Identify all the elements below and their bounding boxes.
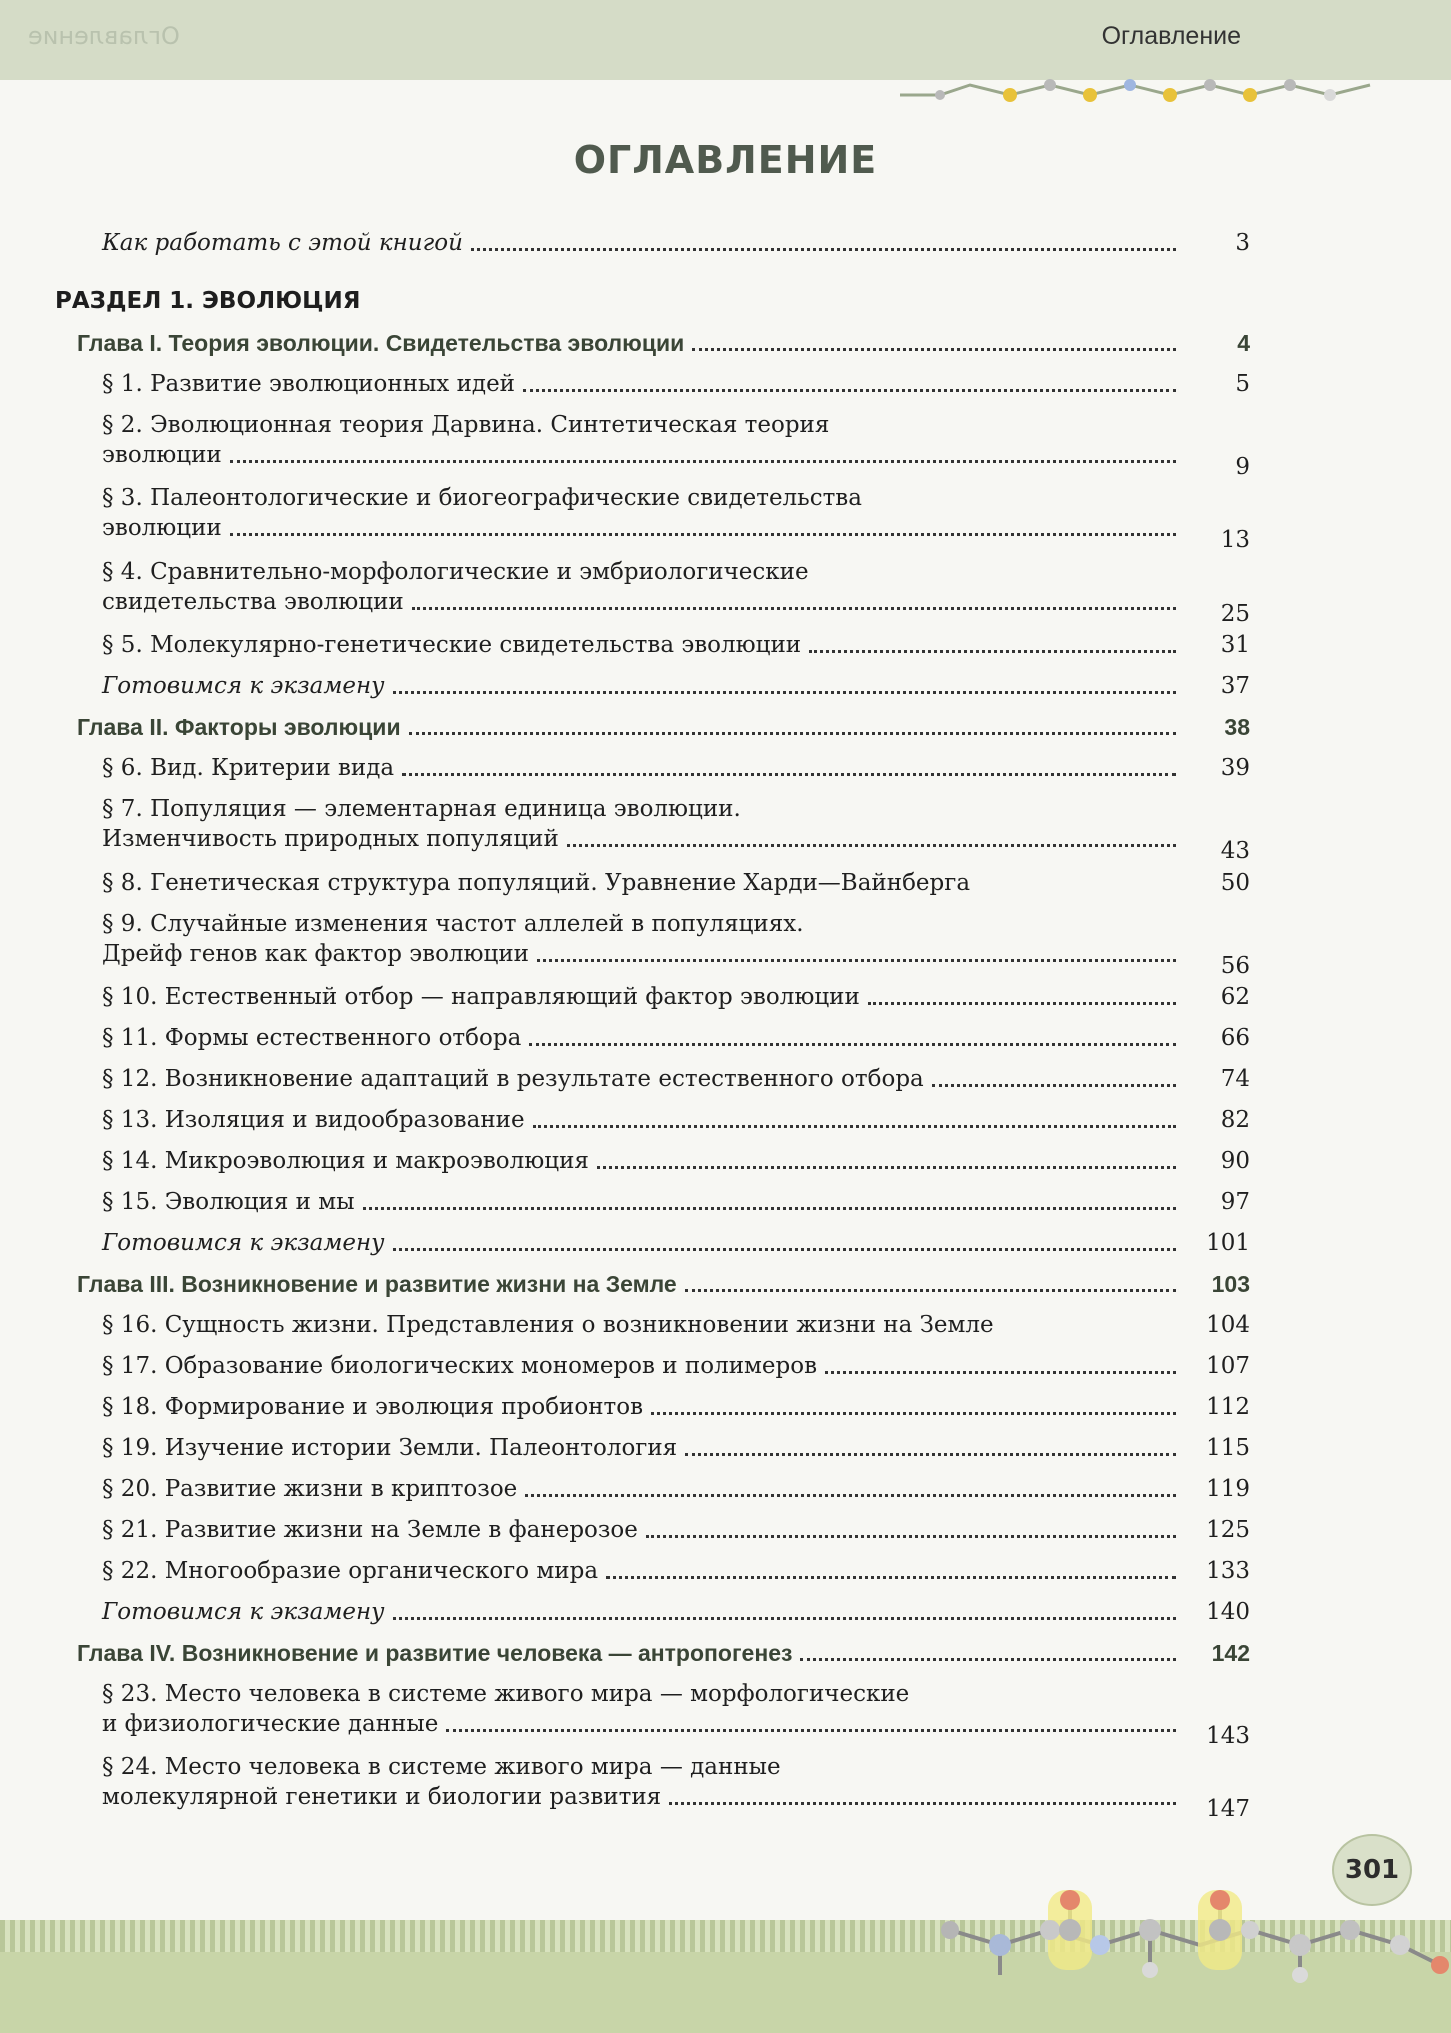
toc-entry-page: 125 xyxy=(1206,1517,1250,1543)
toc-entry-p24 xyxy=(55,1752,1250,1824)
toc-entry-p2 xyxy=(55,410,1250,482)
page-number-badge: 301 xyxy=(1332,1834,1412,1906)
leader-dots xyxy=(409,731,1176,735)
toc-entry-label: § 15. Эволюция и мы xyxy=(102,1189,355,1215)
leader-dots xyxy=(809,649,1176,653)
toc-entry-label: Готовимся к экзамену xyxy=(102,673,385,699)
toc-entry-label: § 2. Эволюционная теория Дарвина. Синтетическая теория xyxy=(102,412,830,438)
toc-entry-p11 xyxy=(55,1023,1250,1053)
toc-entry-p3 xyxy=(55,483,1250,555)
leader-dots xyxy=(669,1801,1176,1805)
toc-entry-p18 xyxy=(55,1392,1250,1422)
toc-entry-p10 xyxy=(55,982,1250,1012)
toc-entry-label: § 4. Сравнительно-морфологические и эмбриологические xyxy=(102,559,809,585)
leader-dots xyxy=(402,772,1176,776)
toc-entry-label: § 17. Образование биологических мономеров и полимеров xyxy=(102,1353,818,1379)
toc-entry-label: § 24. Место человека в системе живого мира — данные xyxy=(102,1754,781,1780)
toc-entry-page: 43 xyxy=(1220,838,1250,864)
toc-entry-label: § 13. Изоляция и видообразование xyxy=(102,1107,525,1133)
toc-entry-p21 xyxy=(55,1515,1250,1545)
toc-entry-page: 25 xyxy=(1220,601,1250,627)
toc-entry-label: § 9. Случайные изменения частот аллелей в популяциях. xyxy=(102,911,804,937)
leader-dots xyxy=(523,388,1176,392)
leader-dots xyxy=(393,690,1176,694)
toc-entry-page: 74 xyxy=(1220,1066,1250,1092)
toc-entry-label: § 11. Формы естественного отбора xyxy=(102,1025,522,1051)
toc-entry-p8 xyxy=(55,868,1250,898)
toc-entry-page: 39 xyxy=(1220,755,1250,781)
toc-entry-page: 82 xyxy=(1220,1107,1250,1133)
toc-entry-exam-3 xyxy=(55,1597,1250,1627)
toc-entry-label: § 3. Палеонтологические и биогеографические свидетельства xyxy=(102,485,862,511)
toc-entry-label: § 7. Популяция — элементарная единица эволюции. xyxy=(102,796,741,822)
toc-entry-label-cont: эволюции xyxy=(102,442,222,468)
leader-dots xyxy=(685,1288,1176,1292)
toc-entry-page: 38 xyxy=(1224,714,1250,740)
leader-dots xyxy=(230,532,1176,536)
toc-entry-label: § 16. Сущность жизни. Представления о возникновении жизни на Земле xyxy=(102,1312,994,1338)
toc-chapter-2 xyxy=(55,712,1250,742)
toc-entry-p1 xyxy=(55,369,1250,399)
toc-entry-page: 107 xyxy=(1206,1353,1250,1379)
toc-entry-label: Готовимся к экзамену xyxy=(102,1230,385,1256)
toc-entry-label-cont: Дрейф генов как фактор эволюции xyxy=(102,941,530,967)
toc-entry-p22 xyxy=(55,1556,1250,1586)
toc-chapter-label: Глава III. Возникновение и развитие жизни на Земле xyxy=(77,1271,677,1297)
toc-entry-page: 101 xyxy=(1206,1230,1250,1256)
toc-entry-page: 62 xyxy=(1220,984,1250,1010)
leader-dots xyxy=(393,1247,1176,1251)
toc-entry-p7 xyxy=(55,794,1250,866)
leader-dots xyxy=(537,958,1176,962)
leader-dots xyxy=(230,459,1176,463)
toc-entry-label: § 14. Микроэволюция и макроэволюция xyxy=(102,1148,589,1174)
molecule-chain-icon xyxy=(930,1870,1451,2020)
toc-section-1 xyxy=(55,286,1250,316)
toc-entry-page: 3 xyxy=(1235,230,1250,256)
leader-dots xyxy=(868,1001,1176,1005)
toc-entry-page: 103 xyxy=(1211,1271,1250,1297)
toc-entry-page: 140 xyxy=(1206,1599,1250,1625)
toc-chapter-label: Глава II. Факторы эволюции xyxy=(77,714,401,740)
toc-entry-page: 90 xyxy=(1220,1148,1250,1174)
toc-entry-p5 xyxy=(55,630,1250,660)
toc-entry-label: § 21. Развитие жизни на Земле в фанерозое xyxy=(102,1517,638,1543)
toc-chapter-3 xyxy=(55,1269,1250,1299)
toc-entry-p4 xyxy=(55,557,1250,629)
leader-dots xyxy=(412,606,1176,610)
toc-entry-how-to-use xyxy=(55,228,1250,258)
toc-entry-exam-2 xyxy=(55,1228,1250,1258)
toc-entry-label-cont: молекулярной генетики и биологии развития xyxy=(102,1784,662,1810)
toc-entry-p17 xyxy=(55,1351,1250,1381)
toc-entry-p12 xyxy=(55,1064,1250,1094)
toc-entry-label: § 18. Формирование и эволюция пробионтов xyxy=(102,1394,644,1420)
leader-dots xyxy=(932,1083,1176,1087)
toc-entry-page: 97 xyxy=(1220,1189,1250,1215)
toc-entry-page: 37 xyxy=(1220,673,1250,699)
toc-entry-label: § 19. Изучение истории Земли. Палеонтология xyxy=(102,1435,678,1461)
toc-entry-label: § 8. Генетическая структура популяций. Уравнение Харди—Вайнберга xyxy=(102,870,971,896)
page-title: ОГЛАВЛЕНИЕ xyxy=(573,138,878,182)
toc-entry-page: 143 xyxy=(1206,1723,1250,1749)
toc-entry-page: 119 xyxy=(1206,1476,1250,1502)
toc-entry-page: 56 xyxy=(1220,953,1250,979)
toc-chapter-label: Глава IV. Возникновение и развитие человека — антропогенез xyxy=(77,1640,793,1666)
toc-entry-label: § 5. Молекулярно-генетические свидетельства эволюции xyxy=(102,632,802,658)
toc-entry-p13 xyxy=(55,1105,1250,1135)
toc-entry-page: 142 xyxy=(1211,1640,1250,1666)
toc-chapter-1 xyxy=(55,328,1250,358)
toc-entry-page: 4 xyxy=(1237,330,1250,356)
toc-entry-label: § 10. Естественный отбор — направляющий фактор эволюции xyxy=(102,984,860,1010)
toc-entry-page: 13 xyxy=(1220,527,1250,553)
toc-entry-page: 147 xyxy=(1206,1796,1250,1822)
leader-dots xyxy=(692,347,1176,351)
leader-dots xyxy=(800,1657,1176,1661)
toc-entry-label: § 12. Возникновение адаптаций в результате естественного отбора xyxy=(102,1066,924,1092)
leader-dots xyxy=(446,1728,1176,1732)
toc-entry-page: 50 xyxy=(1220,870,1250,896)
toc-entry-label: § 6. Вид. Критерии вида xyxy=(102,755,395,781)
toc-entry-label-cont: свидетельства эволюции xyxy=(102,589,404,615)
toc-entry-label-cont: эволюции xyxy=(102,515,222,541)
toc-entry-exam-1 xyxy=(55,671,1250,701)
leader-dots xyxy=(646,1534,1176,1538)
toc-entry-p14 xyxy=(55,1146,1250,1176)
running-header-title: Оглавление xyxy=(1101,22,1241,50)
toc-entry-label: Готовимся к экзамену xyxy=(102,1599,385,1625)
toc-entry-label: § 1. Развитие эволюционных идей xyxy=(102,371,516,397)
toc-entry-p23 xyxy=(55,1679,1250,1751)
toc-entry-page: 115 xyxy=(1206,1435,1250,1461)
toc-entry-page: 112 xyxy=(1206,1394,1250,1420)
molecule-decoration-icon xyxy=(900,60,1420,110)
leader-dots xyxy=(533,1124,1176,1128)
toc-entry-page: 66 xyxy=(1220,1025,1250,1051)
toc-entry-page: 5 xyxy=(1235,371,1250,397)
toc-entry-p15 xyxy=(55,1187,1250,1217)
toc-entry-p19 xyxy=(55,1433,1250,1463)
leader-dots xyxy=(825,1370,1176,1374)
toc-chapter-label: Глава I. Теория эволюции. Свидетельства эволюции xyxy=(77,330,685,356)
leader-dots xyxy=(567,843,1176,847)
toc-entry-page: 133 xyxy=(1206,1558,1250,1584)
leader-dots xyxy=(525,1493,1176,1497)
toc-entry-label: § 20. Развитие жизни в криптозое xyxy=(102,1476,518,1502)
header-bleedthrough-text: Оглавление xyxy=(28,22,180,50)
toc-entry-page: 104 xyxy=(1206,1312,1250,1338)
toc-entry-label: § 23. Место человека в системе живого мира — морфологические xyxy=(102,1681,910,1707)
leader-dots xyxy=(597,1165,1176,1169)
leader-dots xyxy=(651,1411,1176,1415)
toc-chapter-4 xyxy=(55,1638,1250,1668)
leader-dots xyxy=(529,1042,1176,1046)
toc-entry-page: 31 xyxy=(1220,632,1250,658)
toc-entry-label: § 22. Многообразие органического мира xyxy=(102,1558,599,1584)
leader-dots xyxy=(363,1206,1176,1210)
leader-dots xyxy=(685,1452,1176,1456)
toc-entry-label-cont: Изменчивость природных популяций xyxy=(102,826,559,852)
leader-dots xyxy=(606,1575,1176,1579)
leader-dots xyxy=(393,1616,1176,1620)
toc-entry-page: 9 xyxy=(1235,454,1250,480)
toc-entry-p6 xyxy=(55,753,1250,783)
toc-entry-p20 xyxy=(55,1474,1250,1504)
toc-section-label: РАЗДЕЛ 1. ЭВОЛЮЦИЯ xyxy=(55,288,361,314)
toc-entry-label-cont: и физиологические данные xyxy=(102,1711,439,1737)
leader-dots xyxy=(471,247,1176,251)
toc-entry-p9 xyxy=(55,909,1250,981)
toc-entry-p16 xyxy=(55,1310,1250,1340)
toc-entry-label: Как работать с этой книгой xyxy=(102,230,463,256)
